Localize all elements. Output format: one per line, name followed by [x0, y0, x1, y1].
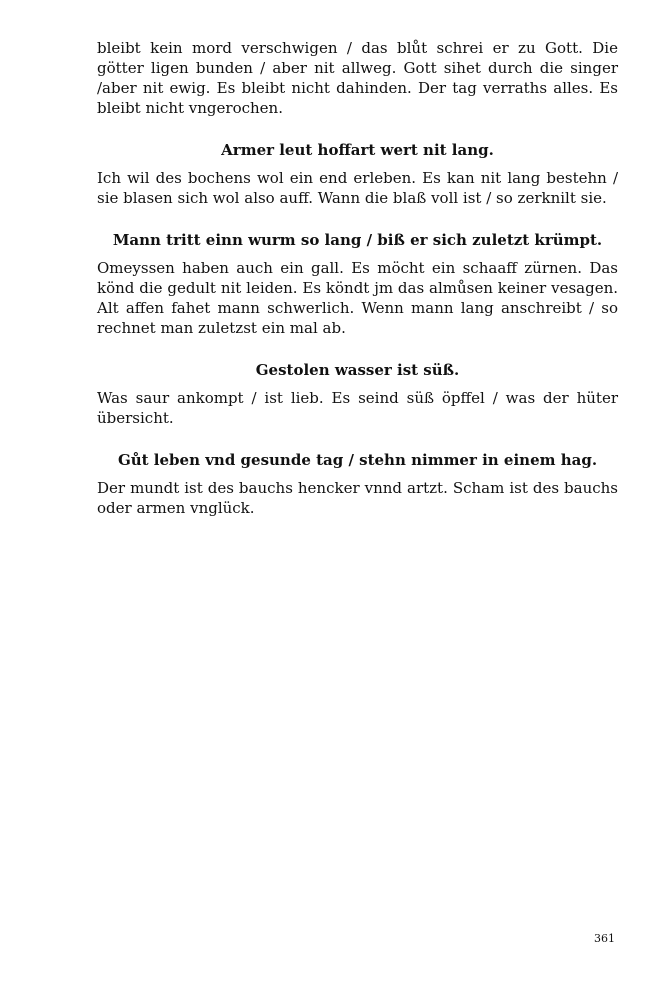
proverb-heading-gestolen-wasser: Gestolen wasser ist süß. — [255, 361, 460, 379]
paragraph-wurm: Omeyssen haben auch ein gall. Es möcht ein schaaff zürnen. Das könd die gedult nit leiden. Es köndt jm das almůsen keiner vesagen. Alt affen fahet mann schwerlich. Wenn mann lang anschreibt / so rechnet man zuletzst ein mal ab. — [97, 259, 618, 337]
paragraph-armer-leut: Ich wil des bochens wol ein end erleben. Es kan nit lang bestehn / sie blasen sich wol also auff. Wann die blaß voll ist / so zerknilt sie. — [97, 169, 618, 207]
proverb-heading-wurm: Mann tritt einn wurm so lang / biß er sich zuletzt krümpt. — [112, 231, 603, 249]
proverb-heading-armer-leut: Armer leut hoffart wert nit lang. — [221, 141, 494, 159]
proverb-heading-gut-leben: Gůt leben vnd gesunde tag / stehn nimmer in einem hag. — [117, 451, 598, 469]
page-number: 361 — [594, 932, 615, 945]
paragraph-gestolen-wasser: Was saur ankompt / ist lieb. Es seind süß öpffel / was der hüter übersicht. — [97, 389, 618, 427]
paragraph-intro: bleibt kein mord verschwigen / das blůt schrei er zu Gott. Die götter ligen bunden / aber nit allweg. Gott sihet durch die singer /aber nit ewig. Es bleibt nicht dahinden. Der tag verraths alles. Es bleibt nicht vngerochen. — [97, 39, 618, 117]
page-body — [97, 38, 618, 518]
paragraph-gut-leben: Der mundt ist des bauchs hencker vnnd artzt. Scham ist des bauchs oder armen vnglück. — [97, 479, 618, 517]
